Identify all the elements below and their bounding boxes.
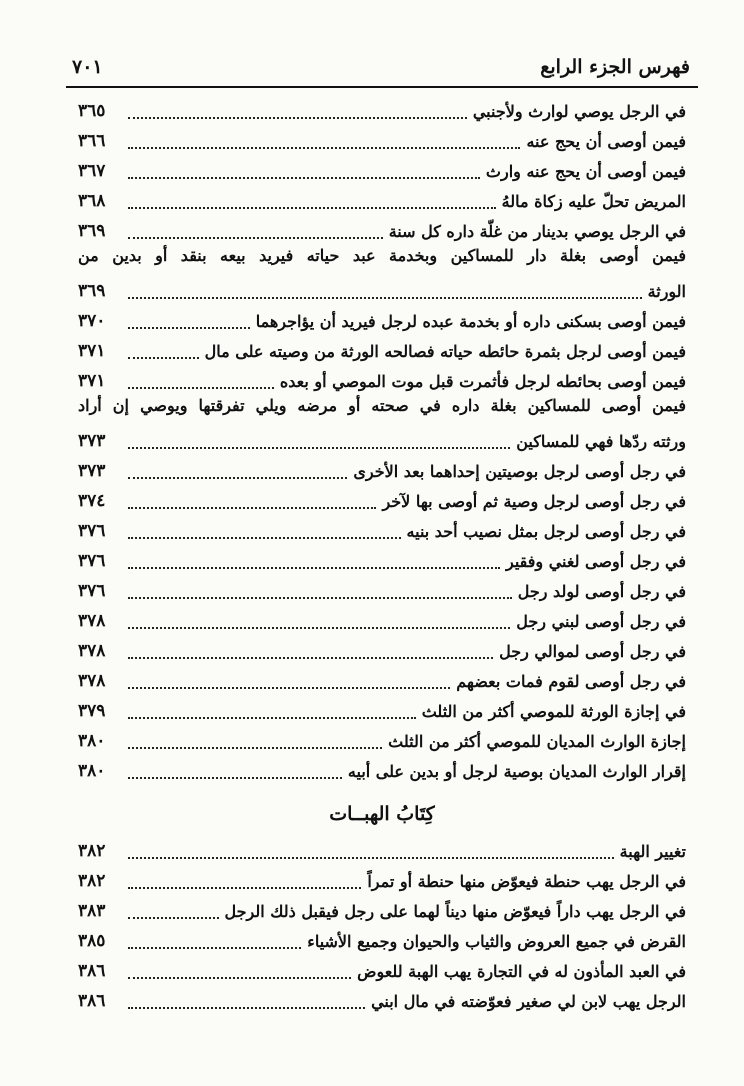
toc-entry-title: تغيير الهبة <box>619 841 686 861</box>
toc-entry-title: فيمن أوصى أن يحج عنه وارث <box>485 161 686 181</box>
toc-entry <box>78 986 686 1016</box>
toc-entry <box>78 836 686 866</box>
leader-dots <box>128 887 361 889</box>
toc-entry-page: ٣٧٦ <box>78 521 106 541</box>
toc-group <box>78 836 686 1016</box>
leader-dots <box>128 477 347 479</box>
toc-entry <box>78 926 686 956</box>
toc-group <box>78 306 686 396</box>
leader-dots <box>128 917 219 919</box>
toc-entry <box>78 956 686 986</box>
toc-entry <box>78 896 686 926</box>
toc-entry-title: الورثة <box>647 281 686 301</box>
toc-entry-title: فيمن أوصى لرجل بثمرة حائطه حياته فصالحه الورثة من وصيته على مال <box>204 341 686 361</box>
toc-entry-page: ٣٨٠ <box>78 761 106 781</box>
page-header <box>72 50 690 84</box>
toc-entry-page: ٣٧١ <box>78 341 106 361</box>
leader-dots <box>128 1007 365 1009</box>
page-number: ٧٠١ <box>72 56 103 78</box>
toc-entry-page: ٣٧١ <box>78 371 106 391</box>
toc-entry <box>78 276 686 306</box>
toc-entry-page: ٣٦٨ <box>78 191 106 211</box>
toc-entry-title: في إجازة الورثة للموصي أكثر من الثلث <box>421 701 686 721</box>
leader-dots <box>128 777 342 779</box>
toc-entry-page: ٣٦٦ <box>78 131 106 151</box>
toc-entry <box>78 156 686 186</box>
toc-entry-title: فيمن أوصى بحائطه لرجل فأثمرت قبل موت الموصي أو بعده <box>279 371 686 391</box>
toc-entry-title: فيمن أوصى بسكنى داره أو بخدمة عبده لرجل فيريد أن يؤاجرهما <box>255 311 686 331</box>
toc-entry <box>78 186 686 216</box>
leader-dots <box>128 207 496 209</box>
toc-entry-title: الرجل يهب لابن لي صغير فعوّضته في مال ابني <box>371 991 686 1011</box>
toc-entry <box>78 426 686 456</box>
toc-entry-title: في رجل أوصى لموالي رجل <box>499 641 686 661</box>
toc-entry-title: في رجل أوصى لغني وفقير <box>506 551 686 571</box>
leader-dots <box>128 447 510 449</box>
toc-entry <box>78 606 686 636</box>
toc-entry-title: في العبد المأذون له في التجارة يهب الهبة للعوض <box>357 961 686 981</box>
leader-dots <box>128 177 480 179</box>
leader-dots <box>128 947 301 949</box>
toc-entry-page: ٣٧٨ <box>78 641 106 661</box>
toc-entry-title: في رجل أوصى لرجل وصية ثم أوصى بها لآخر <box>382 491 686 511</box>
toc-entry-page: ٣٧٤ <box>78 491 106 511</box>
toc-entry <box>78 636 686 666</box>
toc-entry-page: ٣٧٣ <box>78 461 106 481</box>
toc-entry-page: ٣٨٦ <box>78 991 106 1011</box>
toc-entry-title: في رجل أوصى لرجل بوصيتين إحداهما بعد الأخرى <box>353 461 686 481</box>
toc-entry <box>78 216 686 246</box>
toc-entry-page: ٣٨٢ <box>78 841 106 861</box>
toc-entry-page: ٣٧٨ <box>78 671 106 691</box>
toc-entry-page: ٣٧٣ <box>78 431 106 451</box>
toc-entry <box>78 576 686 606</box>
toc-entry-page: ٣٨٠ <box>78 731 106 751</box>
leader-dots <box>128 147 520 149</box>
toc-entry-line: فيمن أوصى للمساكين بغلة داره في صحته أو مرضه ويلي تفرقتها ويوصي إن أراد <box>78 396 687 415</box>
leader-dots <box>128 537 401 539</box>
leader-dots <box>128 567 500 569</box>
toc-entry-page: ٣٨٦ <box>78 961 106 981</box>
toc-entry <box>78 306 686 336</box>
toc-entry-page: ٣٧٦ <box>78 551 106 571</box>
toc-entry <box>78 96 686 126</box>
toc-entry-title: في الرجل يهب حنطة فيعوّض منها حنطة أو تمراً <box>367 871 686 891</box>
leader-dots <box>128 717 416 719</box>
toc-entry-page: ٣٧٦ <box>78 581 106 601</box>
leader-dots <box>128 387 274 389</box>
leader-dots <box>128 747 382 749</box>
toc-entry <box>78 126 686 156</box>
toc-entry <box>78 456 686 486</box>
toc-entry <box>78 866 686 896</box>
toc-entry-title: في الرجل يوصي لوارث ولأجنبي <box>472 101 686 121</box>
toc-entry-title: ورثته ردّها فهي للمساكين <box>516 431 686 451</box>
toc-entry-title: فيمن أوصى أن يحج عنه <box>526 131 686 151</box>
toc-entry-page: ٣٦٥ <box>78 101 106 121</box>
toc-entry <box>78 486 686 516</box>
toc-entry <box>78 756 686 786</box>
toc-entry-page: ٣٦٩ <box>78 281 106 301</box>
toc-group <box>78 456 686 786</box>
toc-entry-page: ٣٦٧ <box>78 161 106 181</box>
toc-entry-title: المريض تحلّ عليه زكاة مالهُ <box>501 191 686 211</box>
leader-dots <box>128 357 199 359</box>
leader-dots <box>128 237 383 239</box>
toc-entry-title: في رجل أوصى لقوم فمات بعضهم <box>456 671 686 691</box>
leader-dots <box>128 597 512 599</box>
toc-entry <box>78 696 686 726</box>
toc-entry-title: في رجل أوصى لرجل بمثل نصيب أحد بنيه <box>406 521 686 541</box>
toc-entry-page: ٣٨٢ <box>78 871 106 891</box>
toc-entry <box>78 666 686 696</box>
toc-entry-title: في رجل أوصى لولد رجل <box>517 581 686 601</box>
header-rule <box>66 86 698 88</box>
leader-dots <box>128 327 250 329</box>
leader-dots <box>128 627 510 629</box>
toc-entry <box>78 546 686 576</box>
leader-dots <box>128 657 493 659</box>
toc-entry-title: إقرار الوارث المديان بوصية لرجل أو بدين على أبيه <box>347 761 686 781</box>
leader-dots <box>128 687 450 689</box>
toc-entry-page: ٣٧٠ <box>78 311 106 331</box>
toc-entry-page: ٣٨٣ <box>78 901 106 921</box>
toc-entry-title: في رجل أوصى لبني رجل <box>516 611 686 631</box>
toc-entry-title: القرض في جميع العروض والثياب والحيوان وجميع الأشياء <box>307 931 686 951</box>
toc-entry <box>78 516 686 546</box>
leader-dots <box>128 507 376 509</box>
leader-dots <box>128 117 467 119</box>
toc-entry <box>78 336 686 366</box>
toc-entry-line: فيمن أوصى بغلة دار للمساكين وبخدمة عبد حياته فيريد بيعه بنقد أو بدين من <box>78 246 686 265</box>
toc-entry <box>78 726 686 756</box>
toc-entry <box>78 366 686 396</box>
toc-entry-title: في الرجل يوصي بدينار من غلّة داره كل سنة <box>388 221 686 241</box>
toc-entry-title: إجازة الوارث المديان للموصي أكثر من الثلث <box>388 731 686 751</box>
section-title: كِتَابُ الهبــات <box>329 803 435 825</box>
leader-dots <box>128 297 642 299</box>
table-of-contents <box>78 96 686 1016</box>
toc-entry-page: ٣٧٩ <box>78 701 106 721</box>
toc-group <box>78 96 686 246</box>
toc-entry-page: ٣٨٥ <box>78 931 106 951</box>
toc-entry-page: ٣٧٨ <box>78 611 106 631</box>
leader-dots <box>128 977 351 979</box>
leader-dots <box>128 857 614 859</box>
toc-entry-title: في الرجل يهب داراً فيعوّض منها ديناً لهما على رجل فيقبل ذلك الرجل <box>224 901 686 921</box>
toc-entry-page: ٣٦٩ <box>78 221 106 241</box>
header-title: فهرس الجزء الرابع <box>540 56 690 78</box>
